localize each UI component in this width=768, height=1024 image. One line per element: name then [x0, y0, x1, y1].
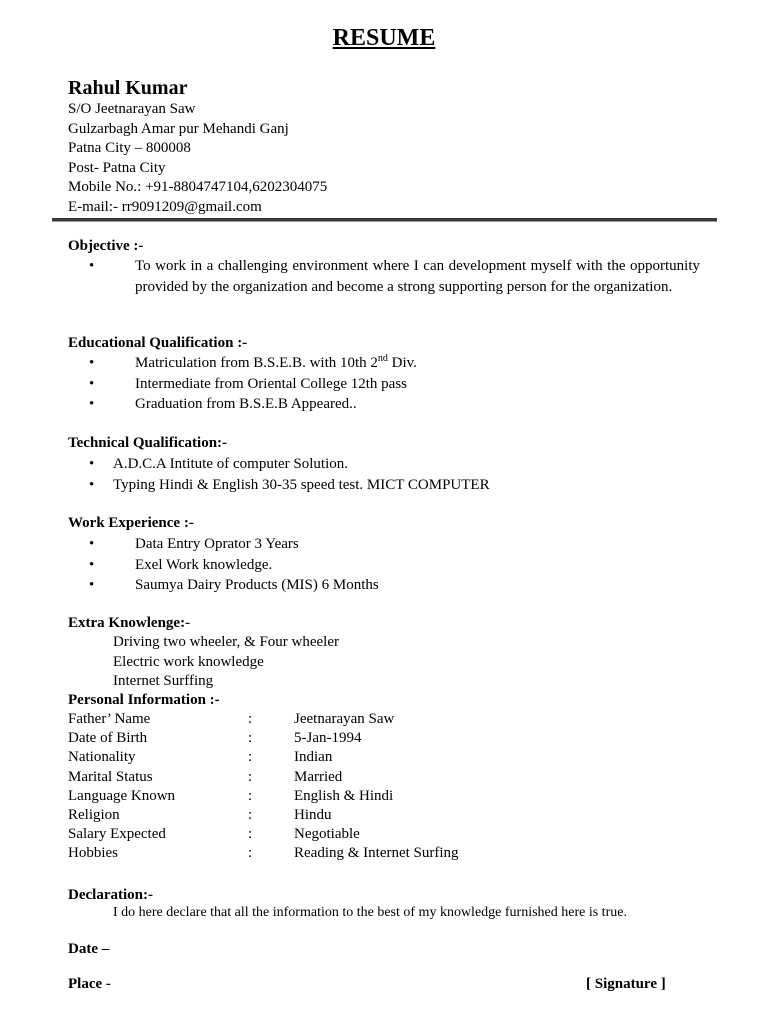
table-row [68, 787, 568, 806]
info-value-language: English & Hindi [294, 787, 394, 804]
declaration-text: I do here declare that all the information to the best of my knowledge furnished here is true. [113, 905, 627, 920]
work-heading: Work Experience :- [68, 515, 194, 531]
info-colon: : [248, 749, 253, 766]
date-label: Date – [68, 941, 110, 957]
bullet-icon: • [89, 476, 95, 493]
extra-item-2: Electric work knowledge [113, 653, 264, 670]
table-row [68, 844, 568, 863]
info-label-father: Father’ Name [68, 711, 151, 727]
contact-block [68, 100, 327, 217]
info-value-religion: Hindu [294, 806, 332, 823]
extra-item-3: Internet Surffing [113, 673, 214, 689]
info-colon: : [248, 826, 253, 843]
work-item-1: Data Entry Oprator 3 Years [135, 536, 299, 552]
contact-post: Post- Patna City [68, 159, 166, 176]
candidate-name: Rahul Kumar [68, 77, 188, 99]
info-value-nationality: Indian [294, 749, 333, 766]
resume-title: RESUME [332, 25, 436, 51]
list-item [68, 534, 379, 555]
signature-label: [ Signature ] [586, 976, 666, 992]
info-label-nationality: Nationality [68, 749, 136, 766]
extra-heading: Extra Knowlenge:- [68, 615, 191, 631]
info-value-hobbies: Reading & Internet Surfing [294, 845, 459, 862]
work-list [68, 534, 379, 596]
list-item [68, 256, 700, 297]
info-value-father: Jeetnarayan Saw [294, 711, 395, 727]
education-item-1-sup: nd [377, 353, 388, 364]
technical-heading: Technical Qualification:- [68, 435, 228, 451]
info-colon: : [248, 806, 253, 823]
technical-list [68, 454, 490, 495]
bullet-icon: • [89, 355, 95, 371]
info-colon: : [248, 845, 253, 862]
info-label-religion: Religion [68, 806, 120, 823]
table-row [68, 825, 568, 844]
list-item [68, 454, 490, 475]
list-item [68, 394, 417, 415]
list-item [68, 555, 379, 576]
personal-info-table [68, 710, 568, 864]
info-value-salary: Negotiable [294, 826, 360, 843]
info-label-hobbies: Hobbies [68, 845, 118, 862]
bullet-icon: • [89, 258, 95, 274]
technical-item-2: Typing Hindi & English 30-35 speed test. MICT COMPUTER [113, 476, 490, 493]
info-colon: : [248, 787, 253, 804]
info-label-salary: Salary Expected [68, 826, 166, 843]
education-item-1-tail: Div. [387, 355, 417, 371]
table-row [68, 729, 568, 748]
table-row [68, 768, 568, 787]
info-colon: : [248, 730, 253, 747]
table-row [68, 710, 568, 729]
bullet-icon: • [89, 536, 95, 552]
objective-list [68, 256, 700, 297]
info-value-dob: 5-Jan-1994 [294, 730, 362, 747]
education-list [68, 353, 417, 415]
list-item [68, 475, 490, 496]
info-colon: : [248, 711, 253, 727]
list-item [68, 575, 379, 596]
objective-text: To work in a challenging environment where I can development myself with the opportunity provided by the organization and become a strong supporting person for the organization. [135, 258, 700, 295]
bullet-icon: • [89, 577, 95, 593]
contact-mobile: Mobile No.: +91-8804747104,6202304075 [68, 179, 328, 195]
bullet-icon: • [89, 556, 95, 573]
declaration-heading: Declaration:- [68, 887, 153, 903]
extra-list [113, 633, 339, 692]
table-row [68, 748, 568, 767]
info-value-marital: Married [294, 768, 343, 785]
contact-father: S/O Jeetnarayan Saw [68, 101, 196, 117]
info-label-dob: Date of Birth [68, 730, 148, 747]
contact-city: Patna City – 800008 [68, 140, 191, 156]
education-item-3: Graduation from B.S.E.B Appeared.. [135, 396, 357, 412]
education-item-2: Intermediate from Oriental College 12th pass [135, 375, 407, 392]
bullet-icon: • [89, 456, 95, 472]
list-item [68, 353, 417, 374]
technical-item-1: A.D.C.A Intitute of computer Solution. [113, 456, 348, 472]
contact-email: E-mail:- rr9091209@gmail.com [68, 198, 262, 215]
bullet-icon: • [89, 396, 95, 412]
header-divider-shadow [52, 221, 717, 222]
work-item-3: Saumya Dairy Products (MIS) 6 Months [135, 577, 379, 593]
education-heading: Educational Qualification :- [68, 335, 248, 351]
objective-heading: Objective :- [68, 238, 144, 254]
place-label: Place - [68, 976, 111, 992]
bullet-icon: • [89, 375, 95, 392]
table-row [68, 806, 568, 825]
info-colon: : [248, 768, 253, 785]
contact-address: Gulzarbagh Amar pur Mehandi Ganj [68, 120, 289, 137]
info-label-marital: Marital Status [68, 768, 153, 785]
education-item-1-text: Matriculation from B.S.E.B. with 10th 2 [135, 355, 378, 371]
list-item [68, 374, 417, 395]
work-item-2: Exel Work knowledge. [135, 556, 273, 573]
personal-heading: Personal Information :- [68, 692, 220, 708]
extra-item-1: Driving two wheeler, & Four wheeler [113, 634, 340, 650]
info-label-language: Language Known [68, 787, 176, 804]
